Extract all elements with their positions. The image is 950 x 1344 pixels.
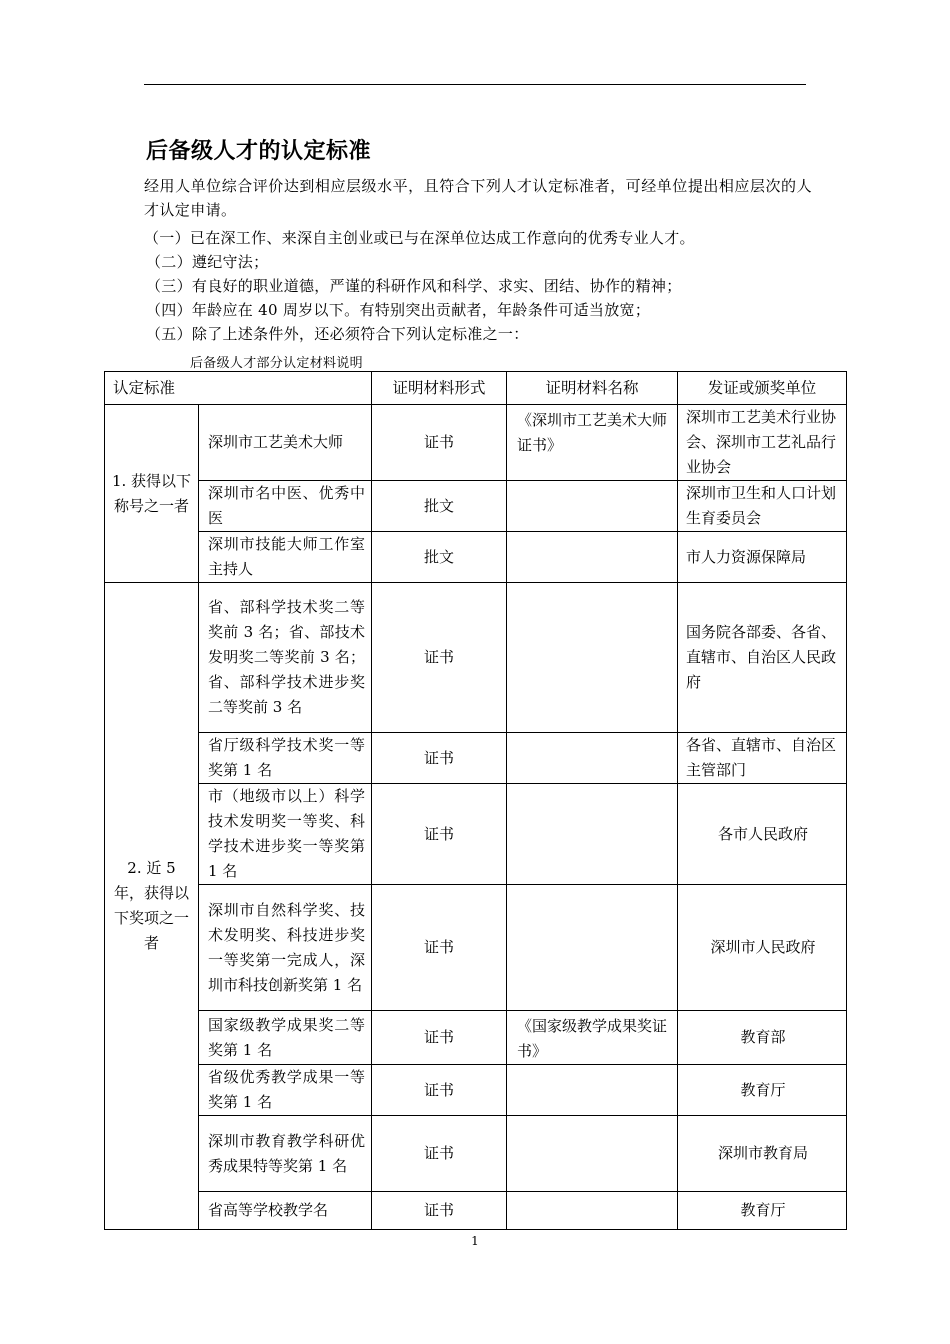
form-cell: 批文: [372, 481, 507, 532]
issuer-cell: 教育厅: [678, 1192, 847, 1230]
criteria-cell: 深圳市教育教学科研优秀成果特等奖第 1 名: [199, 1116, 372, 1192]
table-row: [105, 1011, 847, 1065]
header-issuer: 发证或颁奖单位: [678, 372, 847, 405]
form-cell: 证书: [372, 1192, 507, 1230]
table-row: [105, 1116, 847, 1192]
criteria-cell: 省厅级科学技术奖一等奖第 1 名: [199, 733, 372, 784]
group-label-awards: 2. 近 5 年，获得以下奖项之一者: [105, 583, 199, 1230]
table-row: [105, 532, 847, 583]
certificate-cell: [507, 481, 678, 532]
condition-2: （二）遵纪守法；: [146, 253, 269, 271]
conditions-list: [144, 226, 824, 346]
table-row: [105, 481, 847, 532]
form-cell: 证书: [372, 1011, 507, 1065]
form-cell: 证书: [372, 885, 507, 1011]
issuer-cell: 国务院各部委、各省、直辖市、自治区人民政府: [678, 583, 847, 733]
issuer-cell: 深圳市卫生和人口计划生育委员会: [678, 481, 847, 532]
criteria-cell: 深圳市工艺美术大师: [199, 405, 372, 481]
criteria-cell: 深圳市自然科学奖、技术发明奖、科技进步奖一等奖第一完成人，深圳市科技创新奖第 1 名: [199, 885, 372, 1011]
condition-4: （四）年龄应在 40 周岁以下。有特别突出贡献者，年龄条件可适当放宽；: [146, 301, 651, 319]
criteria-cell: 国家级教学成果奖二等奖第 1 名: [199, 1011, 372, 1065]
certificate-cell: 《深圳市工艺美术大师证书》: [507, 405, 678, 481]
certificate-cell: [507, 1065, 678, 1116]
form-cell: 证书: [372, 583, 507, 733]
table-caption: 后备级人才部分认定材料说明: [190, 356, 363, 371]
intro-paragraph: 经用人单位综合评价达到相应层级水平，且符合下列人才认定标准者，可经单位提出相应层次的人才认定申请。: [144, 177, 812, 219]
issuer-cell: 各省、直辖市、自治区主管部门: [678, 733, 847, 784]
certificate-cell: [507, 1192, 678, 1230]
table-row: [105, 1065, 847, 1116]
certificate-cell: 《国家级教学成果奖证书》: [507, 1011, 678, 1065]
criteria-cell: 市（地级市以上）科学技术发明奖一等奖、科学技术进步奖一等奖第 1 名: [199, 784, 372, 885]
issuer-cell: 教育厅: [678, 1065, 847, 1116]
certificate-cell: [507, 885, 678, 1011]
issuer-cell: 深圳市工艺美术行业协会、深圳市工艺礼品行业协会: [678, 405, 847, 481]
header-rule: [144, 84, 806, 85]
table-row: [105, 784, 847, 885]
header-criteria: 认定标准: [105, 372, 372, 405]
table-row: [105, 405, 847, 481]
criteria-cell: 省级优秀教学成果一等奖第 1 名: [199, 1065, 372, 1116]
certificate-cell: [507, 583, 678, 733]
certificate-cell: [507, 532, 678, 583]
table-row: [105, 583, 847, 733]
issuer-cell: 市人力资源保障局: [678, 532, 847, 583]
form-cell: 证书: [372, 733, 507, 784]
criteria-cell: 省高等学校教学名: [199, 1192, 372, 1230]
certificate-cell: [507, 784, 678, 885]
table-header-row: [105, 372, 847, 405]
criteria-cell: 深圳市技能大师工作室主持人: [199, 532, 372, 583]
group-label-titles: 1. 获得以下称号之一者: [105, 405, 199, 583]
certificate-cell: [507, 733, 678, 784]
condition-3: （三）有良好的职业道德，严谨的科研作风和科学、求实、团结、协作的精神；: [146, 277, 682, 295]
condition-5: （五）除了上述条件外，还必须符合下列认定标准之一：: [146, 325, 529, 343]
condition-1: （一）已在深工作、来深自主创业或已与在深单位达成工作意向的优秀专业人才。: [144, 229, 695, 247]
form-cell: 证书: [372, 1065, 507, 1116]
issuer-cell: 深圳市人民政府: [678, 885, 847, 1011]
table-row: [105, 885, 847, 1011]
issuer-cell: 教育部: [678, 1011, 847, 1065]
issuer-cell: 深圳市教育局: [678, 1116, 847, 1192]
issuer-cell: 各市人民政府: [678, 784, 847, 885]
form-cell: 证书: [372, 784, 507, 885]
header-material-name: 证明材料名称: [507, 372, 678, 405]
criteria-cell: 深圳市名中医、优秀中医: [199, 481, 372, 532]
form-cell: 证书: [372, 405, 507, 481]
form-cell: 批文: [372, 532, 507, 583]
page-number: 1: [471, 1234, 479, 1248]
certificate-cell: [507, 1116, 678, 1192]
criteria-cell: 省、部科学技术奖二等奖前 3 名；省、部技术发明奖二等奖前 3 名；省、部科学技术进步奖二等奖前 3 名: [199, 583, 372, 733]
form-cell: 证书: [372, 1116, 507, 1192]
header-material-form: 证明材料形式: [372, 372, 507, 405]
page-title: 后备级人才的认定标准: [146, 139, 372, 164]
table-row: [105, 733, 847, 784]
criteria-table: [104, 371, 847, 1230]
table-row: [105, 1192, 847, 1230]
